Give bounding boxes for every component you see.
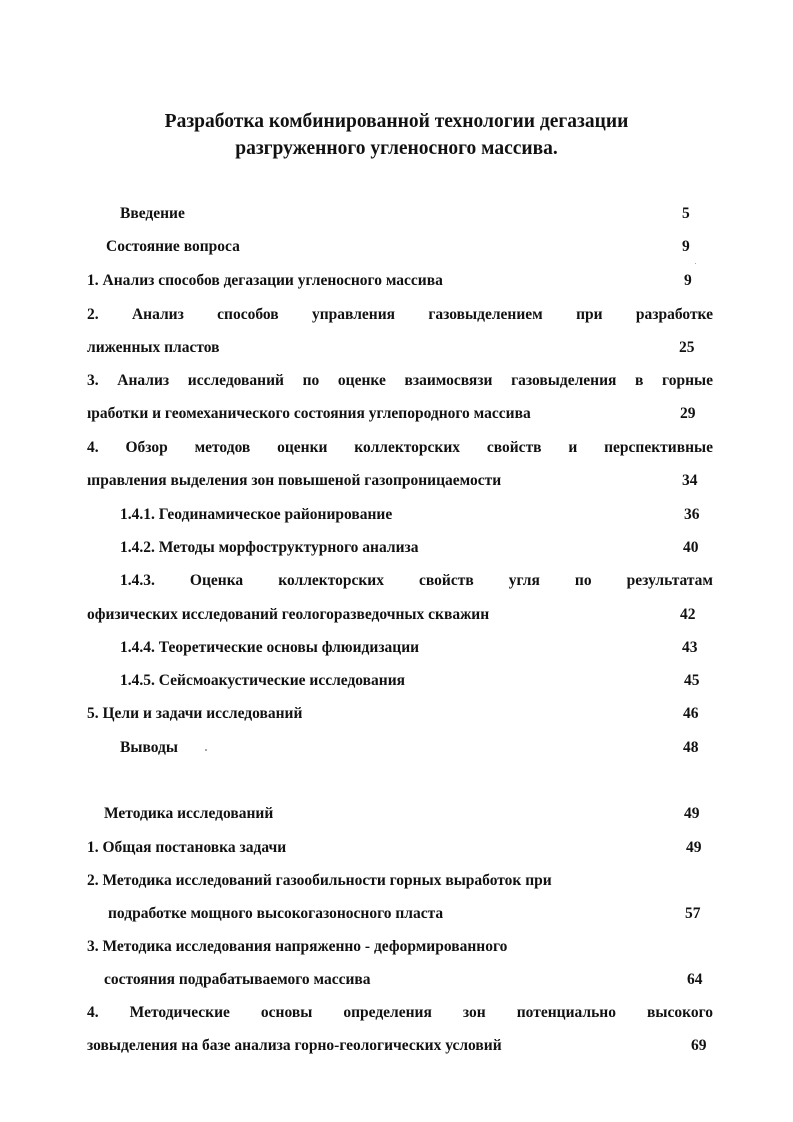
toc-entry: 2. Методика исследований газообильности горных выработок при — [87, 872, 552, 889]
toc-entry: 5. Цели и задачи исследований — [87, 705, 303, 722]
toc-entry: 3. Методика исследования напряженно - деформированного — [87, 938, 508, 955]
toc-subentry: 1.4.5. Сейсмоакустические исследования — [120, 672, 406, 689]
toc-entry-continuation: лиженных пластов — [87, 339, 220, 356]
toc-entry-conclusions: Выводы — [120, 739, 178, 756]
toc-entry: 4. Обзор методов оценки коллекторских свойств и перспективные — [87, 439, 713, 456]
toc-page-number: 57 — [685, 905, 701, 922]
toc-entry-continuation: ıправления выделения зон повышеной газопроницаемости — [87, 472, 502, 489]
toc-entry-continuation: офизических исследований геологоразведочных скважин — [87, 606, 490, 623]
toc-entry-continuation: ıработки и геомеханического состояния углепородного массива — [87, 405, 531, 422]
toc-entry: 4. Методические основы определения зон потенциально высокого — [87, 1004, 713, 1021]
scan-speck — [695, 263, 696, 264]
toc-entry-continuation: состояния подрабатываемого массива — [104, 971, 371, 988]
toc-subentry: 1.4.2. Методы морфоструктурного анализа — [120, 539, 419, 556]
toc-page-number: 45 — [684, 672, 700, 689]
toc-entry-methodology: Методика исследований — [104, 805, 274, 822]
toc-page-number: 25 — [679, 339, 695, 356]
toc-page-number: 49 — [686, 839, 702, 856]
toc-entry: 1. Анализ способов дегазации угленосного массива — [87, 272, 443, 289]
toc-page-number: 43 — [682, 639, 698, 656]
toc-page-number: 69 — [691, 1037, 707, 1054]
toc-entry-introduction: Введение — [120, 205, 185, 222]
toc-entry: 1. Общая постановка задачи — [87, 839, 287, 856]
title-line-2: разгруженного угленосного массива. — [235, 138, 558, 159]
toc-page-number: 48 — [683, 739, 699, 756]
toc-page-number: 36 — [684, 506, 700, 523]
toc-entry: 2. Анализ способов управления газовыделением при разработке — [87, 306, 713, 323]
toc-page-number: 46 — [683, 705, 699, 722]
toc-page-number: 49 — [684, 805, 700, 822]
toc-page-number: 40 — [683, 539, 699, 556]
toc-page-number: 9 — [684, 272, 692, 289]
toc-entry: 3. Анализ исследований по оценке взаимосвязи газовыделения в горные — [87, 372, 713, 389]
title-line-1: Разработка комбинированной технологии дегазации — [164, 111, 629, 132]
toc-subentry: 1.4.1. Геодинамическое районирование — [120, 506, 393, 523]
toc-page-number: 42 — [680, 606, 696, 623]
toc-subentry: 1.4.4. Теоретические основы флюидизации — [120, 639, 420, 656]
toc-subentry: 1.4.3. Оценка коллекторских свойств угля по результатам — [120, 572, 713, 589]
toc-entry-continuation: зовыделения на базе анализа горно-геологических условий — [87, 1037, 502, 1054]
toc-page-number: 64 — [687, 971, 703, 988]
toc-page-number: 9 — [682, 238, 690, 255]
scan-speck — [205, 749, 207, 751]
toc-page-number: 5 — [682, 205, 690, 222]
toc-page-number: 29 — [680, 405, 696, 422]
toc-entry-state-of-question: Состояние вопроса — [106, 238, 240, 255]
toc-entry-continuation: подработке мощного высокогазоносного пласта — [108, 905, 444, 922]
toc-page-number: 34 — [682, 472, 698, 489]
